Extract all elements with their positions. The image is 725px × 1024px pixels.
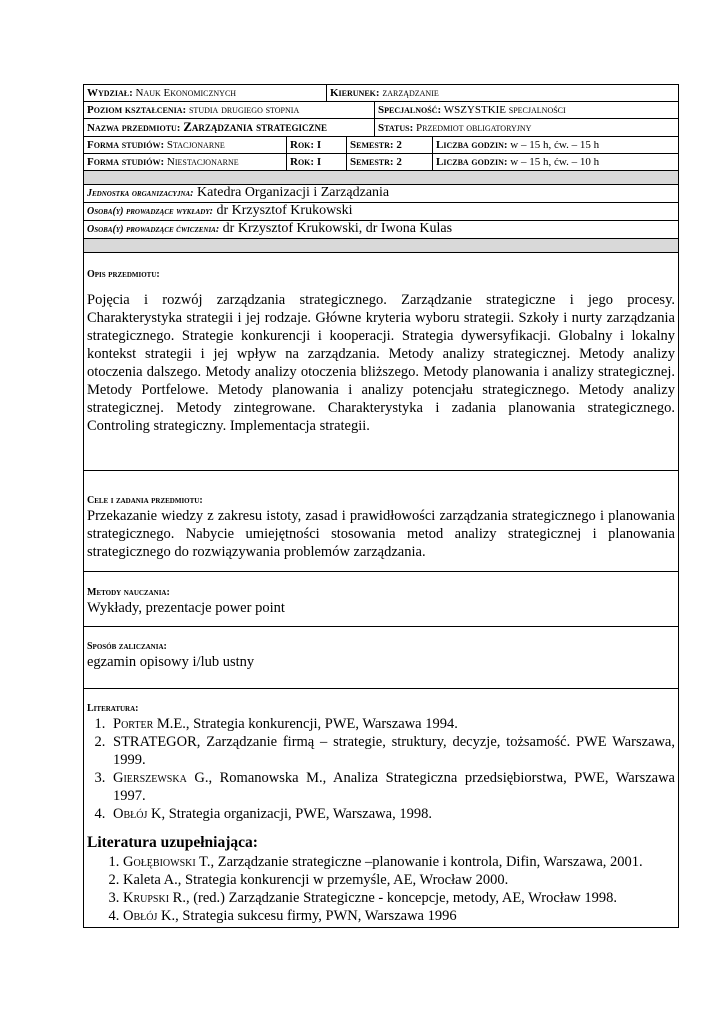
hours-value: w – 15 h, ćw. – 10 h: [510, 156, 600, 168]
supplementary-literature-list: [87, 853, 675, 925]
semester-value: 2: [396, 139, 402, 151]
row-level: [84, 102, 678, 119]
semester-cell: [346, 154, 432, 170]
row-instructors: [84, 221, 678, 239]
literature-heading: Literatura:: [87, 703, 139, 714]
row-faculty: [84, 85, 678, 102]
year-value: I: [316, 139, 322, 151]
row-unit: [84, 185, 678, 203]
literature-section: [84, 689, 678, 927]
supplementary-literature-heading: Literatura uzupełniająca:: [87, 834, 258, 851]
specialization-suffix: specjalności: [508, 104, 566, 116]
goals-text: Przekazanie wiedzy z zakresu istoty, zasad i prawidłowości zarządzania strategicznego i planowania strategicznego. Nabycie umiejętności stosowania metod analizy strategicznej i planowania strategicznego do rozwiązywania problemów zarządzania.: [87, 508, 675, 560]
status-label: Status:: [378, 121, 414, 134]
study-form-label: Forma studiów:: [87, 156, 165, 168]
year-cell: [286, 137, 346, 153]
year-cell: [286, 154, 346, 170]
lecturer-label: Osoba(y) prowadzące wykłady:: [87, 206, 213, 217]
citation: K., Strategia sukcesu firmy, PWN, Warszawa 1996: [157, 908, 457, 924]
assessment-block: [84, 627, 678, 688]
citation: G., Romanowska M., Analiza Strategiczna przedsiębiorstwa, PWE, Warszawa 1997.: [113, 770, 675, 804]
citation: M.E., Strategia konkurencji, PWE, Warszawa 1994.: [153, 716, 458, 732]
specialization-cell: [374, 102, 678, 118]
semester-label: Semestr:: [350, 156, 394, 168]
literature-list: [87, 715, 675, 823]
lecturer-value: dr Krzysztof Krukowski: [216, 203, 353, 218]
hours-value: w – 15 h, ćw. – 15 h: [510, 139, 600, 151]
row-lecturer: [84, 203, 678, 221]
list-item: [123, 871, 675, 889]
field-value: zarządzanie: [382, 87, 439, 99]
faculty-cell: [84, 85, 326, 101]
citation: R., (red.) Zarządzanie Strategiczne - koncepcje, metody, AE, Wrocław 1998.: [169, 890, 617, 906]
hours-cell: [432, 154, 678, 170]
status-value: Przedmiot obligatoryjny: [416, 121, 532, 134]
course-name-cell: [84, 119, 374, 136]
author: Krupski: [123, 890, 170, 906]
faculty-value: Nauk Ekonomicznych: [135, 87, 237, 99]
author: Obłój: [113, 806, 148, 822]
level-cell: [84, 102, 374, 118]
citation: Kaleta A., Strategia konkurencji w przemyśle, AE, Wrocław 2000.: [123, 872, 509, 888]
author: Gołębiowski: [123, 854, 196, 870]
description-heading: Opis przedmiotu:: [87, 269, 160, 280]
list-item: [109, 805, 675, 823]
row-study-form-parttime: [84, 154, 678, 171]
instructors-cell: [84, 221, 678, 238]
course-name-label: Nazwa przedmiotu:: [87, 122, 181, 134]
author: Gierszewska: [113, 770, 187, 786]
unit-cell: [84, 185, 678, 202]
year-label: Rok:: [290, 139, 315, 151]
row-course-name: [84, 119, 678, 137]
status-cell: [374, 119, 678, 136]
methods-section: [84, 572, 678, 627]
semester-value: 2: [396, 156, 402, 168]
field-label: Kierunek:: [330, 87, 380, 99]
goals-block: [84, 471, 678, 571]
citation: T., Zarządzanie strategiczne –planowanie i kontrola, Difin, Warszawa, 2001.: [195, 854, 643, 870]
description-text: Pojęcia i rozwój zarządzania strategicznego. Zarządzanie strategiczne i jego procesy. Charakterystyka strategii i jej rodzaje. Główne kryteria wyboru strategii. Szkoły i nurty zarządzania strategicznego. Strategie konkurencji i kooperacji. Strategia dywersyfikacji. Globalny i lokalny kontekst strategii i jej wpływ na zarządzania. Metody analizy strategicznej. Metody analizy otoczenia dalszego. Metody analizy otoczenia bliższego. Metody planowania i analizy strategicznej. Metody Portfelowe. Metody planowania i analizy potencjału strategicznego. Metody analizy strategicznej. Metody zintegrowane. Charakterystyka i zadania planowania strategicznego. Controling strategiczny. Implementacja strategii.: [87, 292, 675, 434]
unit-value: Katedra Organizacji i Zarządzania: [197, 185, 390, 200]
goals-section: [84, 471, 678, 572]
unit-label: Jednostka organizacyjna:: [87, 188, 194, 199]
study-form-label: Forma studiów:: [87, 139, 165, 151]
assessment-text: egzamin opisowy i/lub ustny: [87, 654, 255, 670]
assessment-heading: Sposób zaliczania:: [87, 641, 167, 652]
course-syllabus-table: [83, 84, 679, 928]
hours-label: Liczba godzin:: [436, 139, 508, 151]
study-form-cell: [84, 137, 286, 153]
list-item: [123, 853, 675, 871]
course-name-value: Zarządzania strategiczne: [183, 119, 328, 134]
methods-text: Wykłady, prezentacje power point: [87, 600, 285, 616]
list-item: [109, 733, 675, 769]
description-block: [84, 253, 678, 470]
instructors-label: Osoba(y) prowadzące ćwiczenia:: [87, 224, 220, 235]
methods-block: [84, 572, 678, 626]
citation: STRATEGOR, Zarządzanie firmą – strategie, struktury, decyzje, tożsamość. PWE Warszawa, 1999.: [113, 734, 675, 768]
author: Obłój: [123, 908, 158, 924]
study-form-value: Stacjonarne: [166, 139, 225, 151]
gray-separator: [84, 239, 678, 253]
list-item: [109, 769, 675, 805]
lecturer-cell: [84, 203, 678, 220]
specialization-value: WSZYSTKIE: [443, 104, 507, 116]
year-label: Rok:: [290, 156, 315, 168]
specialization-label: Specjalność:: [378, 104, 442, 116]
literature-block: [84, 689, 678, 927]
list-item: [123, 907, 675, 925]
list-item: [109, 715, 675, 733]
study-form-cell: [84, 154, 286, 170]
hours-cell: [432, 137, 678, 153]
field-cell: [326, 85, 678, 101]
author: Porter: [113, 716, 154, 732]
methods-heading: Metody nauczania:: [87, 587, 170, 598]
faculty-label: Wydział:: [87, 87, 133, 99]
level-label: Poziom kształcenia:: [87, 104, 187, 116]
list-item: [123, 889, 675, 907]
semester-cell: [346, 137, 432, 153]
instructors-value: dr Krzysztof Krukowski, dr Iwona Kulas: [222, 221, 453, 236]
description-section: [84, 253, 678, 471]
study-form-value: Niestacjonarne: [166, 156, 239, 168]
assessment-section: [84, 627, 678, 689]
level-value: studia drugiego stopnia: [188, 104, 300, 116]
year-value: I: [316, 156, 322, 168]
gray-separator: [84, 171, 678, 185]
row-study-form-fulltime: [84, 137, 678, 154]
hours-label: Liczba godzin:: [436, 156, 508, 168]
semester-label: Semestr:: [350, 139, 394, 151]
citation: K, Strategia organizacji, PWE, Warszawa, 1998.: [147, 806, 432, 822]
goals-heading: Cele i zadania przedmiotu:: [87, 495, 203, 506]
